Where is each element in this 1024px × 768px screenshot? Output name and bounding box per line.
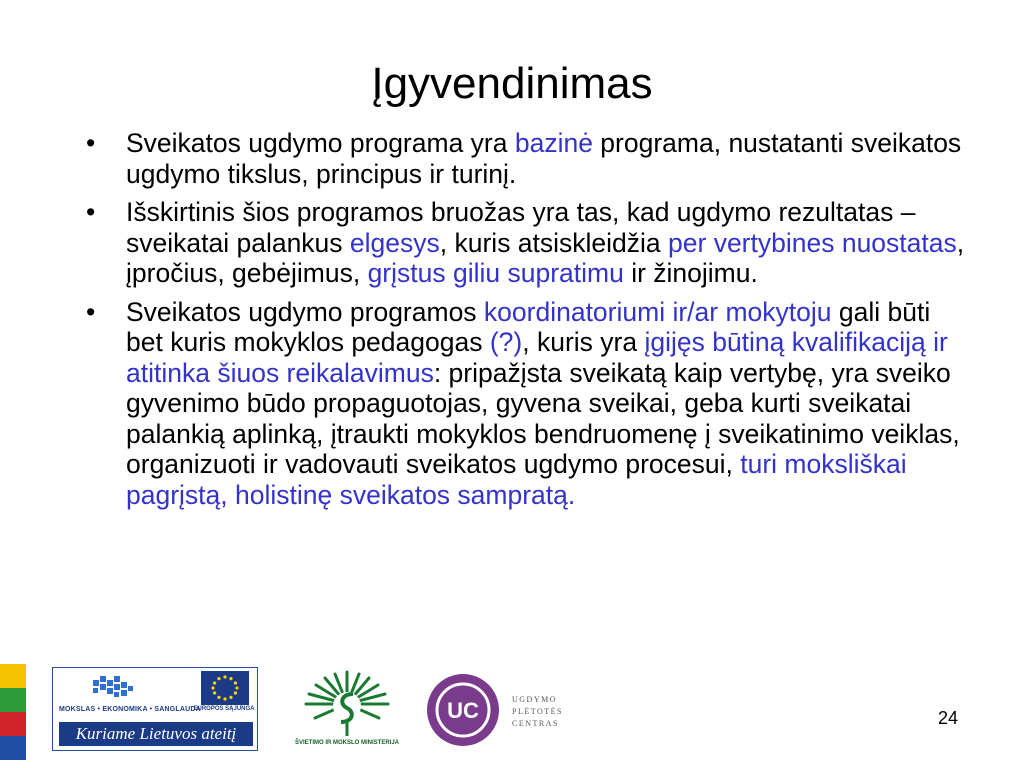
bullet-text: gali būti bet kuris mokyklos pedagogas [126, 296, 931, 357]
upc-circle-logo-icon [425, 672, 501, 748]
bullet-text: ir žinojimu. [623, 258, 758, 288]
red-stripe [0, 712, 26, 736]
bullet-marker: • [86, 296, 96, 327]
logo-motto: MOKSLAS • EKONOMIKA • SANGLAUDA [59, 706, 201, 713]
highlighted-text: koordinatoriumi ir/ar mokytoju [483, 296, 832, 327]
bullet-text: Sveikatos ugdymo programa yra [126, 128, 515, 158]
ministry-sun-logo-icon [297, 668, 397, 738]
bullet-marker: • [86, 128, 96, 158]
bullet-item [86, 128, 966, 189]
highlighted-text: bazinė [514, 128, 593, 158]
bullet-text: Sveikatos ugdymo programos [126, 296, 484, 327]
green-stripe [0, 688, 26, 712]
eu-funds-logo [52, 667, 258, 751]
eu-flag-icon [201, 671, 249, 705]
bullet-item [86, 297, 966, 511]
highlighted-text: elgesys [349, 227, 440, 258]
blue-stripe [0, 736, 26, 760]
bullet-item [86, 197, 966, 289]
highlighted-text: per vertybines nuostatas [668, 227, 957, 258]
highlighted-text: (?) [489, 327, 523, 357]
upc-line-1: UGDYMO [512, 695, 557, 704]
ministry-caption: ŠVIETIMO IR MOKSLO MINISTERIJA [294, 740, 399, 746]
logo-slogan: Kuriame Lietuvos ateitį [59, 722, 253, 746]
slide-title: Įgyvendinimas [371, 59, 653, 108]
eu-label: EUROPOS SĄJUNGA [193, 706, 255, 712]
highlighted-text: turi moksliškai pagrįstą, holistinę sveikatos sampratą. [126, 449, 907, 510]
bullet-text: : pripažįsta sveikatą kaip vertybę, yra sveiko gyvenimo būdo propaguotojas, gyvena sveikai, geba kurti sveikatai palankią aplinką, įtraukti mokyklos bendruomenę į sveikatinimo veiklas, organizuoti ir vadovauti sveikatos ugdymo procesui, [126, 357, 960, 479]
upc-line-3: CENTRAS [512, 719, 559, 728]
bullet-text: programa, nustatanti sveikatos ugdymo tikslus, principus ir turinį. [126, 128, 962, 189]
bullet-text: Išskirtinis šios programos bruožas yra tas, kad ugdymo rezultatas – sveikatai palankus [126, 197, 916, 258]
bullet-list [86, 128, 966, 518]
yellow-stripe [0, 664, 26, 688]
bullet-marker: • [86, 197, 96, 227]
bullet-text: , įpročius, gebėjimus, [126, 227, 965, 288]
page-number: 24 [937, 708, 959, 728]
upc-monogram: UC [447, 698, 479, 723]
bullet-text: , kuris yra [522, 327, 645, 357]
highlighted-text: grįstus giliu supratimu [367, 258, 624, 288]
bullet-text: , kuris atsiskleidžia [439, 227, 669, 258]
upc-line-2: PLĖTOTĖS [512, 707, 563, 716]
upc-name [512, 694, 563, 730]
highlighted-text: įgijęs būtiną kvalifikaciją ir atitinka šiuos reikalavimus [126, 327, 948, 388]
